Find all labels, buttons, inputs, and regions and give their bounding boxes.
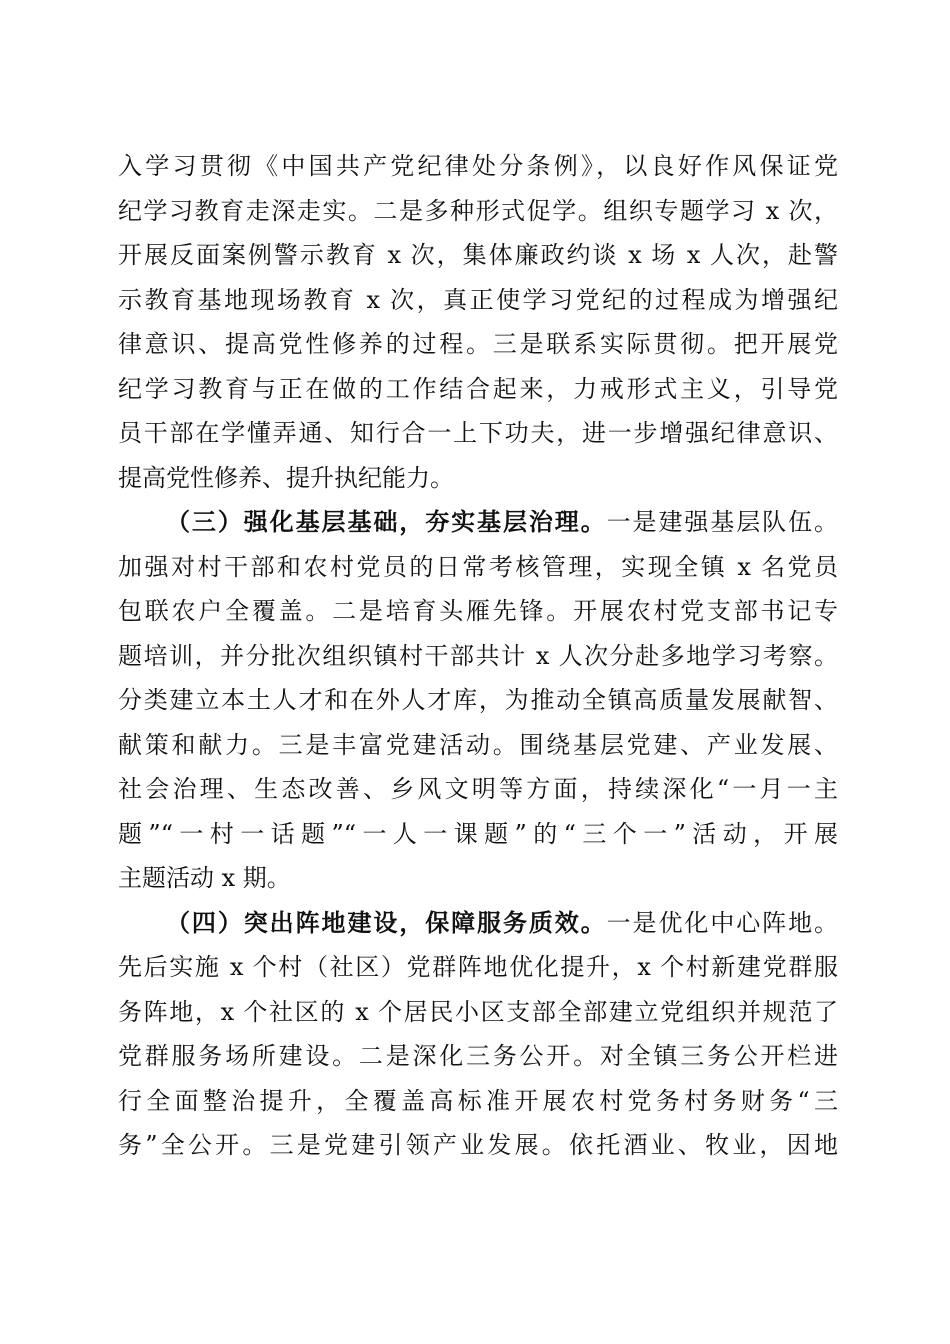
paragraph-line: 分类建立本土人才和在外人才库，为推动全镇高质量发展献智、 <box>118 686 838 714</box>
paragraph-line: 律意识、提高党性修养的过程。三是联系实际贯彻。把开展党 <box>118 330 838 358</box>
paragraph-line: 员干部在学懂弄通、知行合一上下功夫，进一步增强纪律意识、 <box>118 419 838 447</box>
paragraph-line: 先后实施 x 个村（社区）党群阵地优化提升，x 个村新建党群服 <box>118 953 838 981</box>
paragraph-line: 提高党性修养、提升执纪能力。 <box>118 464 454 492</box>
paragraph-line: 纪学习教育与正在做的工作结合起来，力戒形式主义，引导党 <box>118 375 838 403</box>
section-3-first-line <box>166 502 838 542</box>
section-4-first-line <box>166 903 838 943</box>
paragraph-line: 示教育基地现场教育 x 次，真正使学习党纪的过程成为增强纪 <box>118 286 838 314</box>
paragraph-line: 入学习贯彻《中国共产党纪律处分条例》，以良好作风保证党 <box>118 152 838 180</box>
section-3-lead: 一是建强基层队伍。 <box>606 508 838 536</box>
paragraph-line: 题”“一村一话题”“一人一课题”的“三个一”活动，开展 <box>118 820 838 848</box>
paragraph-line: 题培训，并分批次组织镇村干部共计 x 人次分赴多地学习考察。 <box>118 642 838 670</box>
paragraph-line: 开展反面案例警示教育 x 次，集体廉政约谈 x 场 x 人次，赴警 <box>118 241 838 269</box>
paragraph-line: 主题活动 x 期。 <box>118 864 291 892</box>
section-4-heading: （四）突出阵地建设，保障服务质效。 <box>166 908 607 937</box>
paragraph-line: 包联农户全覆盖。二是培育头雁先锋。开展农村党支部书记专 <box>118 597 838 625</box>
paragraph-line: 务”全公开。三是党建引领产业发展。依托酒业、牧业，因地 <box>118 1131 838 1159</box>
paragraph-line: 加强对村干部和农村党员的日常考核管理，实现全镇 x 名党员 <box>118 553 838 581</box>
paragraph-line: 纪学习教育走深走实。二是多种形式促学。组织专题学习 x 次， <box>118 197 838 225</box>
paragraph-line: 行全面整治提升，全覆盖高标准开展农村党务村务财务“三 <box>118 1087 838 1115</box>
paragraph-line: 党群服务场所建设。二是深化三务公开。对全镇三务公开栏进 <box>118 1042 838 1070</box>
paragraph-line: 务阵地，x 个社区的 x 个居民小区支部全部建立党组织并规范了 <box>118 998 838 1026</box>
paragraph-line: 献策和献力。三是丰富党建活动。围绕基层党建、产业发展、 <box>118 731 838 759</box>
section-4-lead: 一是优化中心阵地。 <box>606 909 838 937</box>
paragraph-line: 社会治理、生态改善、乡风文明等方面，持续深化“一月一主 <box>118 775 838 803</box>
section-3-heading: （三）强化基层基础，夯实基层治理。 <box>166 507 607 536</box>
